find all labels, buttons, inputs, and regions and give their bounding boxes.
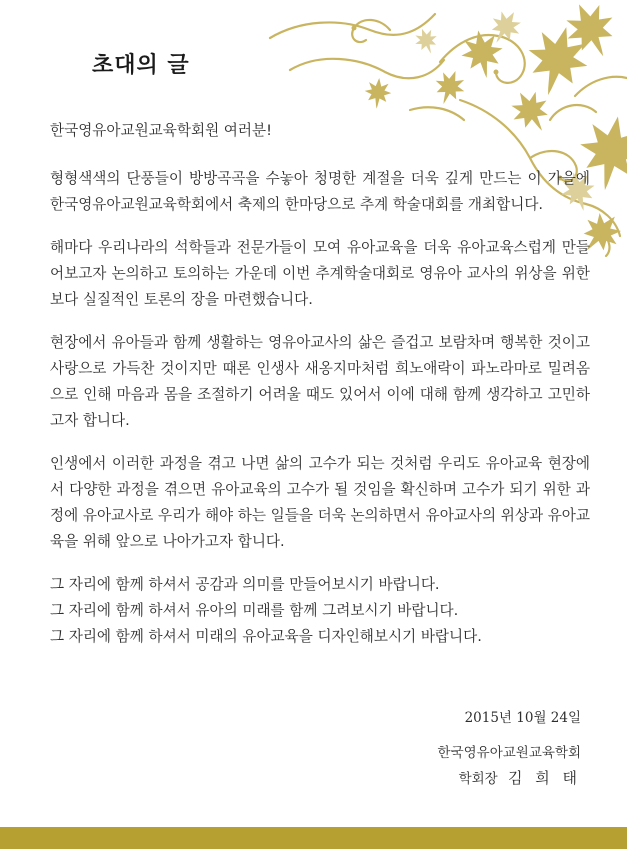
closing-line: 그 자리에 함께 하셔서 유아의 미래를 함께 그려보시기 바랍니다. — [50, 602, 459, 619]
paragraph-1: 형형색색의 단풍들이 방방곡곡을 수놓아 청명한 계절을 더욱 깊게 만드는 이 가을에 한국영유아교원교육학회에서 축제의 한마당으로 추계 학술대회를 개최합니다. — [50, 170, 590, 213]
president-name: 김 희 태 — [507, 769, 581, 787]
footer-bar — [0, 827, 627, 849]
paragraph-3: 현장에서 유아들과 함께 생활하는 영유아교사의 삶은 즐겁고 보람차며 행복한 것이고 사랑으로 가득찬 것이지만 때론 인생사 새옹지마처럼 희노애락이 파노라마로 밀려옴으로 인해 마음과 몸을 조절하기 어려울 때도 있어서 이에 대해 함께 생각하고 고민하고자 합니다. — [50, 334, 590, 429]
paragraph-2: 해마다 우리나라의 석학들과 전문가들이 모여 유아교육을 더욱 유아교육스럽게 만들어보고자 논의하고 토의하는 가운데 이번 추계학술대회로 영유아 교사의 위상을 위한 보다 실질적인 토론의 장을 마련했습니다. — [50, 239, 590, 308]
organization-name: 한국영유아교원교육학회 — [437, 745, 581, 761]
letter-body — [50, 118, 590, 650]
president-line — [438, 766, 581, 791]
president-title: 학회장 — [458, 771, 498, 787]
closing-line: 그 자리에 함께 하셔서 공감과 의미를 만들어보시기 바랍니다. — [50, 576, 440, 593]
page-title: 초대의 글 — [92, 53, 190, 78]
closing-lines — [50, 572, 590, 650]
paragraph-4: 인생에서 이러한 과정을 겪고 나면 삶의 고수가 되는 것처럼 우리도 유아교육 현장에서 다양한 과정을 겪으면 유아교육의 고수가 될 것임을 확신하며 고수가 되기 위한 과정에 유아교사로 우리가 해야 하는 일들을 더욱 논의하면서 유아교사의 위상과 유아교육을 위해 앞으로 나아가고자 합니다. — [50, 455, 590, 550]
signature-block — [438, 706, 581, 791]
closing-line: 그 자리에 함께 하셔서 미래의 유아교육을 디자인해보시기 바랍니다. — [50, 628, 482, 645]
letter-date: 2015년 10월 24일 — [464, 710, 581, 726]
salutation: 한국영유아교원교육학회원 여러분! — [50, 122, 272, 139]
